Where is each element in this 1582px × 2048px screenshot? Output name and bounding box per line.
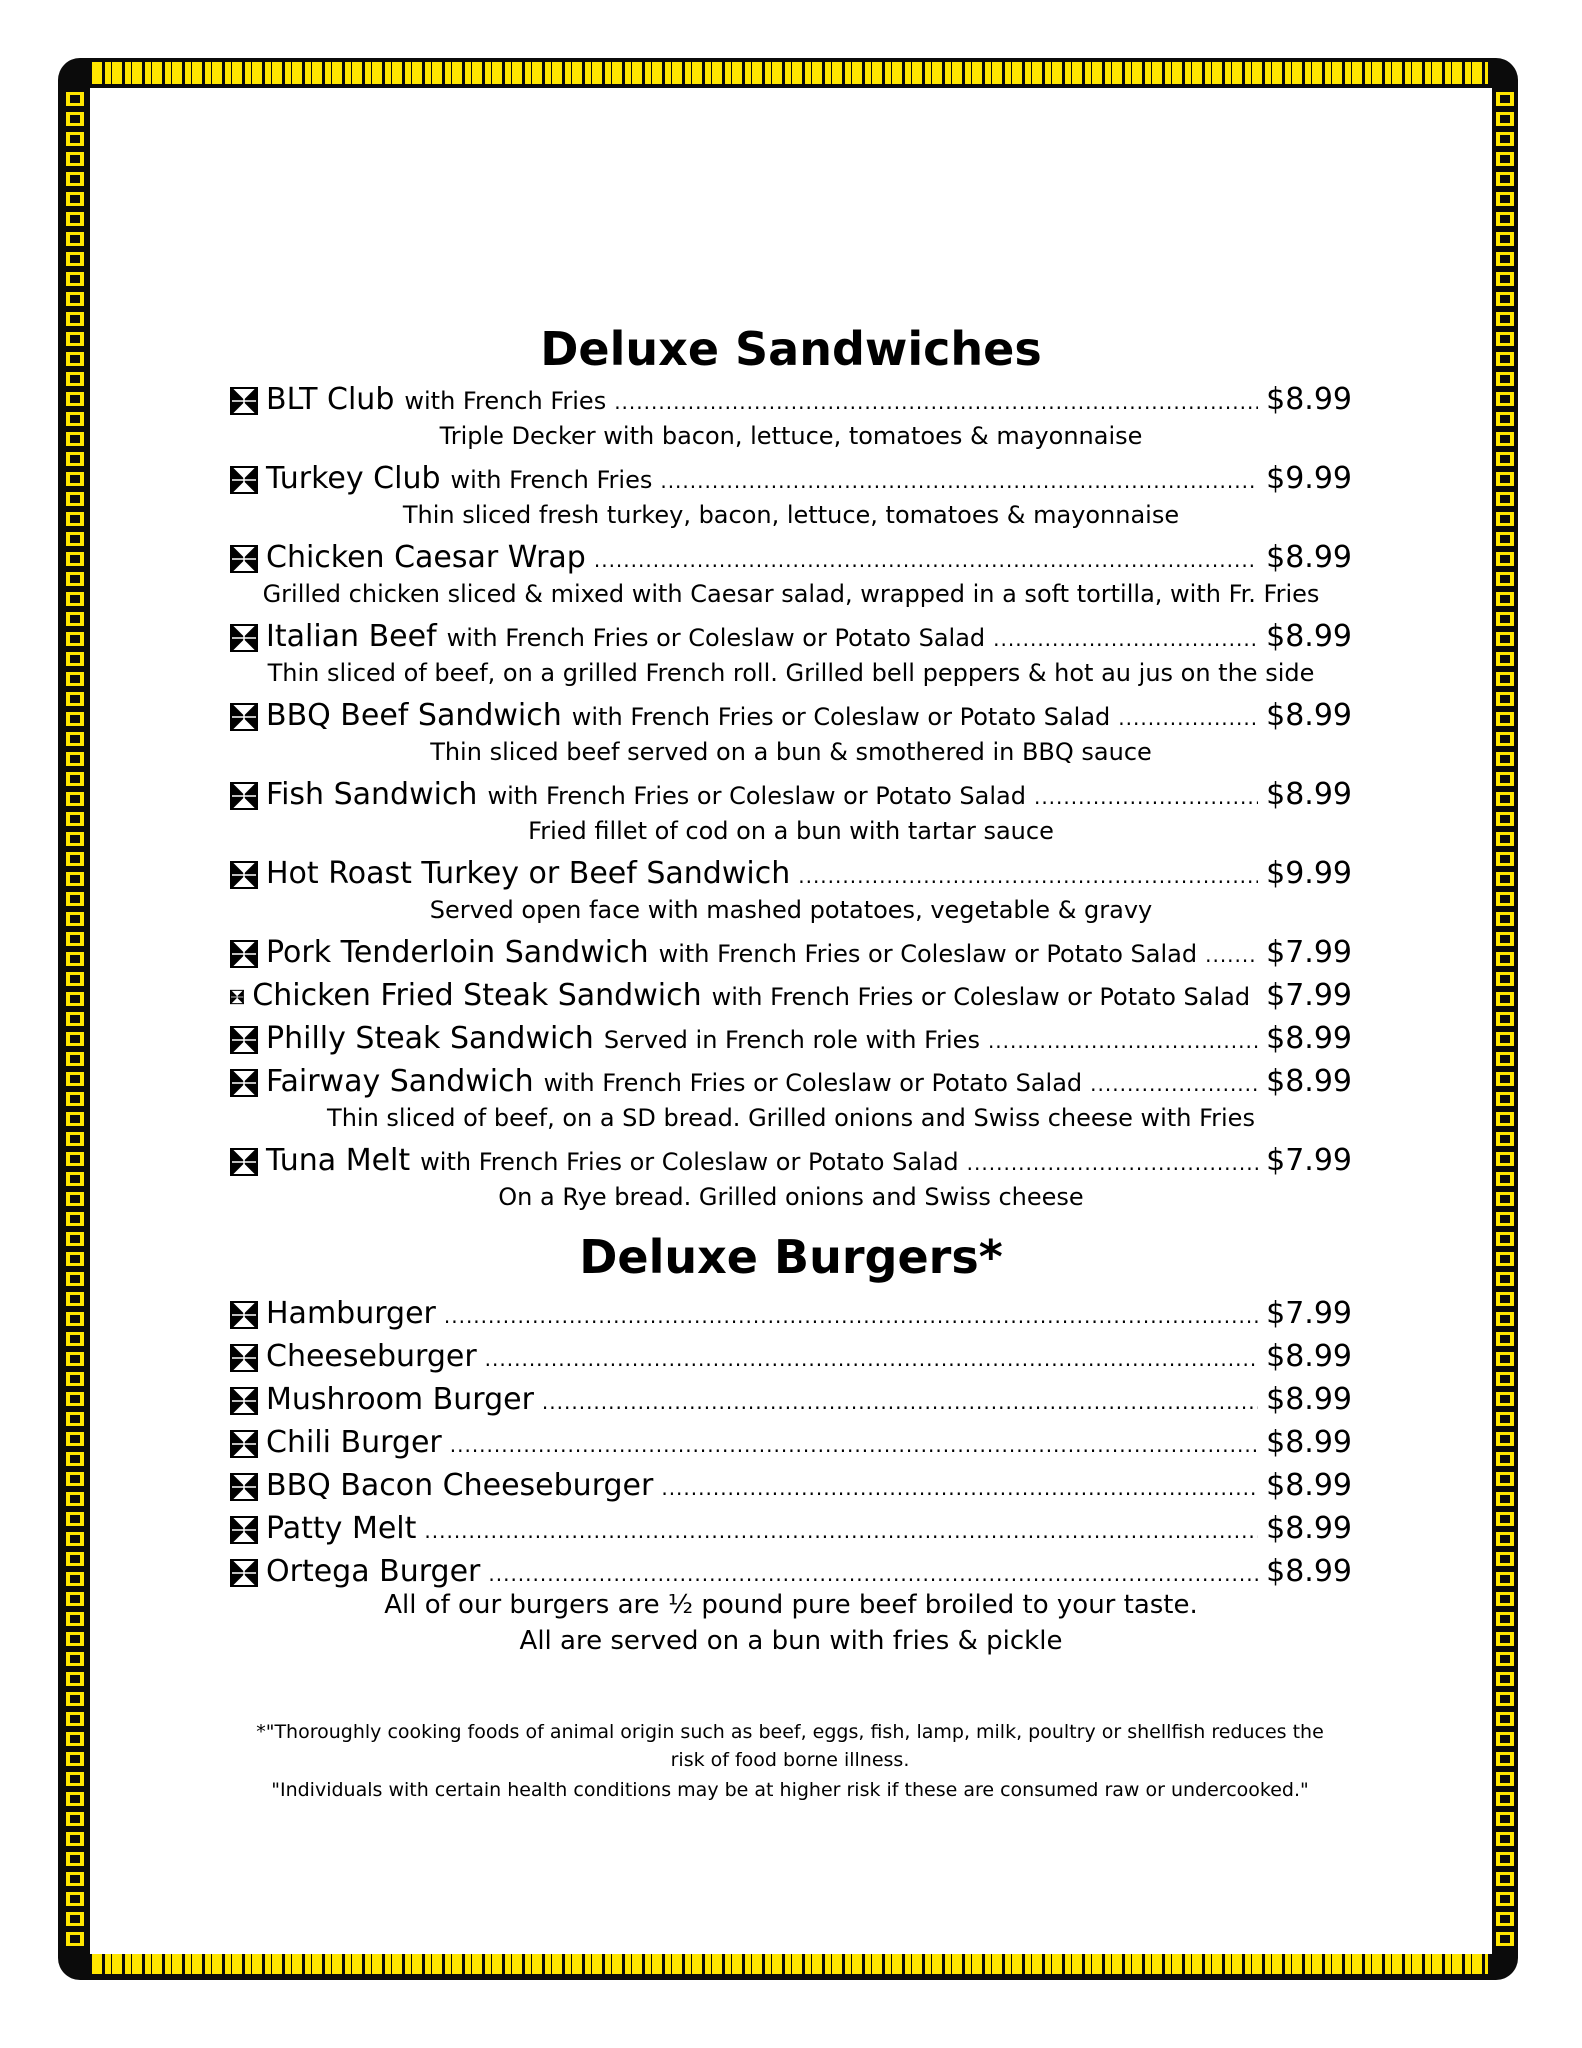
sandwiches-title: Deluxe Sandwiches [540,322,1042,376]
checkered-x-bullet-icon [230,466,258,494]
menu-item-option: with French Fries or Coleslaw or Potato Salad [571,703,1111,731]
menu-item [230,1382,1352,1422]
disclaimer-line-1: *"Thoroughly cooking foods of animal origin such as beef, eggs, fish, lamp, milk, poultry or shellfish reduces the risk of food borne illness. [256,1721,1324,1771]
burger-note-1: All of our burgers are ½ pound pure beef broiled to your taste. [384,1590,1198,1620]
menu-item-description: On a Rye bread. Grilled onions and Swiss cheese [498,1183,1084,1211]
menu-item-price: $7.99 [1266,978,1352,1013]
menu-item [230,698,1352,738]
menu-item-name: BBQ Bacon Cheeseburger [266,1468,654,1503]
menu-item-name: Hot Roast Turkey or Beef Sandwich [266,856,791,891]
menu-item-name: Italian Beef [266,619,437,654]
menu-item-option: with French Fries [450,466,653,494]
menu-item-description: Thin sliced beef served on a bun & smothered in BBQ sauce [430,738,1152,766]
leader-dots [1118,706,1258,730]
checkered-x-bullet-icon [230,782,258,810]
leader-dots [993,627,1258,651]
menu-item [230,935,1352,975]
menu-item [230,856,1352,896]
leader-dots [488,1562,1258,1586]
menu-item-price: $7.99 [1266,1143,1352,1178]
leader-dots [594,548,1258,572]
menu-item-name: Ortega Burger [266,1554,481,1589]
leader-dots [661,1476,1258,1500]
menu-item [230,1468,1352,1508]
menu-item-price: $8.99 [1266,619,1352,654]
leader-dots [1090,1072,1258,1096]
menu-item-name: Mushroom Burger [266,1382,534,1417]
menu-item-description: Grilled chicken sliced & mixed with Caesar salad, wrapped in a soft tortilla, with Fr. Fries [262,580,1320,608]
checkered-x-bullet-icon [230,1069,258,1097]
menu-item-option: with French Fries [404,387,607,415]
leader-dots [485,1347,1258,1371]
menu-item-option: with French Fries or Coleslaw or Potato Salad [543,1069,1083,1097]
leader-dots [1034,785,1258,809]
menu-item-price: $9.99 [1266,461,1352,496]
menu-item [230,1021,1352,1061]
menu-item-name: BBQ Beef Sandwich [266,698,562,733]
checkered-x-bullet-icon [230,703,258,731]
leader-dots [542,1390,1258,1414]
checkered-x-bullet-icon [230,861,258,889]
menu-item-description: Thin sliced of beef, on a SD bread. Grilled onions and Swiss cheese with Fries [327,1104,1255,1132]
menu-item-price: $8.99 [1266,698,1352,733]
menu-item-price: $8.99 [1266,1339,1352,1374]
leader-dots [967,1151,1258,1175]
menu-item [230,461,1352,501]
checkered-x-bullet-icon [230,545,258,573]
menu-item [230,1064,1352,1104]
leader-dots [660,469,1258,493]
leader-dots [1205,943,1258,967]
burgers-title: Deluxe Burgers* [579,1230,1003,1284]
menu-item-name: Chili Burger [266,1425,442,1460]
menu-item-option: with French Fries or Coleslaw or Potato Salad [711,983,1251,1011]
menu-item [230,1425,1352,1465]
menu-item-price: $8.99 [1266,1468,1352,1503]
menu-item-name: Pork Tenderloin Sandwich [266,935,649,970]
checkered-x-bullet-icon [230,940,258,968]
menu-item-price: $8.99 [1266,1554,1352,1589]
checkered-x-bullet-icon [230,1026,258,1054]
menu-item [230,382,1352,422]
menu-item-option: with French Fries or Coleslaw or Potato Salad [658,940,1198,968]
burger-note-2: All are served on a bun with fries & pickle [519,1626,1063,1656]
checkered-x-bullet-icon [230,1344,258,1372]
menu-item-description: Thin sliced of beef, on a grilled French roll. Grilled bell peppers & hot au jus on the side [267,659,1315,687]
menu-item-name: Fairway Sandwich [266,1064,534,1099]
menu-item-name: Patty Melt [266,1511,417,1546]
menu-item-name: Chicken Caesar Wrap [266,540,586,575]
checkered-x-bullet-icon [230,1516,258,1544]
menu-item [230,1339,1352,1379]
menu-item-price: $8.99 [1266,382,1352,417]
menu-item [230,978,1352,1018]
leader-dots [444,1304,1258,1328]
menu-item [230,1554,1352,1594]
checkered-x-bullet-icon [230,624,258,652]
menu-item-option: with French Fries or Coleslaw or Potato Salad [487,782,1026,810]
menu-item-price: $8.99 [1266,1382,1352,1417]
menu-item-option: Served in French role with Fries [603,1026,980,1054]
checkered-x-bullet-icon [230,1148,258,1176]
leader-dots [424,1519,1258,1543]
menu-item-option: with French Fries or Coleslaw or Potato Salad [446,624,986,652]
menu-item-description: Thin sliced fresh turkey, bacon, lettuce, tomatoes & mayonnaise [402,501,1180,529]
menu-item-name: Philly Steak Sandwich [266,1021,594,1056]
checkered-x-bullet-icon [230,1301,258,1329]
menu-item-price: $8.99 [1266,777,1352,812]
menu-item-price: $8.99 [1266,1064,1352,1099]
menu-item [230,1296,1352,1336]
checkered-x-bullet-icon [230,983,244,1011]
menu-item-price: $8.99 [1266,1511,1352,1546]
menu-item [230,619,1352,659]
menu-item-price: $8.99 [1266,1021,1352,1056]
menu-item-price: $8.99 [1266,1425,1352,1460]
menu-item [230,540,1352,580]
checkered-x-bullet-icon [230,1430,258,1458]
menu-item [230,1511,1352,1551]
menu-item-name: Chicken Fried Steak Sandwich [252,978,702,1013]
leader-dots [450,1433,1258,1457]
menu-item-price: $7.99 [1266,1296,1352,1331]
leader-dots [614,390,1258,414]
border-bottom-pattern [92,1952,1488,1974]
menu-item-name: Turkey Club [266,461,441,496]
checkered-x-bullet-icon [230,1559,258,1587]
disclaimer-line-2: "Individuals with certain health conditions may be at higher risk if these are consumed raw or undercooked." [271,1779,1309,1801]
menu-item-price: $9.99 [1266,856,1352,891]
menu-item-name: Fish Sandwich [266,777,478,812]
menu-item-name: Tuna Melt [266,1143,411,1178]
menu-item-description: Triple Decker with bacon, lettuce, tomatoes & mayonnaise [439,422,1143,450]
menu-item-description: Served open face with mashed potatoes, vegetable & gravy [429,896,1153,924]
menu-item-price: $8.99 [1266,540,1352,575]
menu-item-name: Cheeseburger [266,1339,477,1374]
menu-item [230,1143,1352,1183]
checkered-x-bullet-icon [230,1473,258,1501]
menu-item-name: BLT Club [266,382,395,417]
checkered-x-bullet-icon [230,1387,258,1415]
menu-item [230,777,1352,817]
menu-item-option: with French Fries or Coleslaw or Potato Salad [420,1148,959,1176]
menu-item-price: $7.99 [1266,935,1352,970]
menu-item-description: Fried fillet of cod on a bun with tartar sauce [528,817,1054,845]
border-top-pattern [92,62,1488,84]
leader-dots [798,864,1258,888]
leader-dots [988,1029,1258,1053]
menu-item-name: Hamburger [266,1296,436,1331]
checkered-x-bullet-icon [230,387,258,415]
